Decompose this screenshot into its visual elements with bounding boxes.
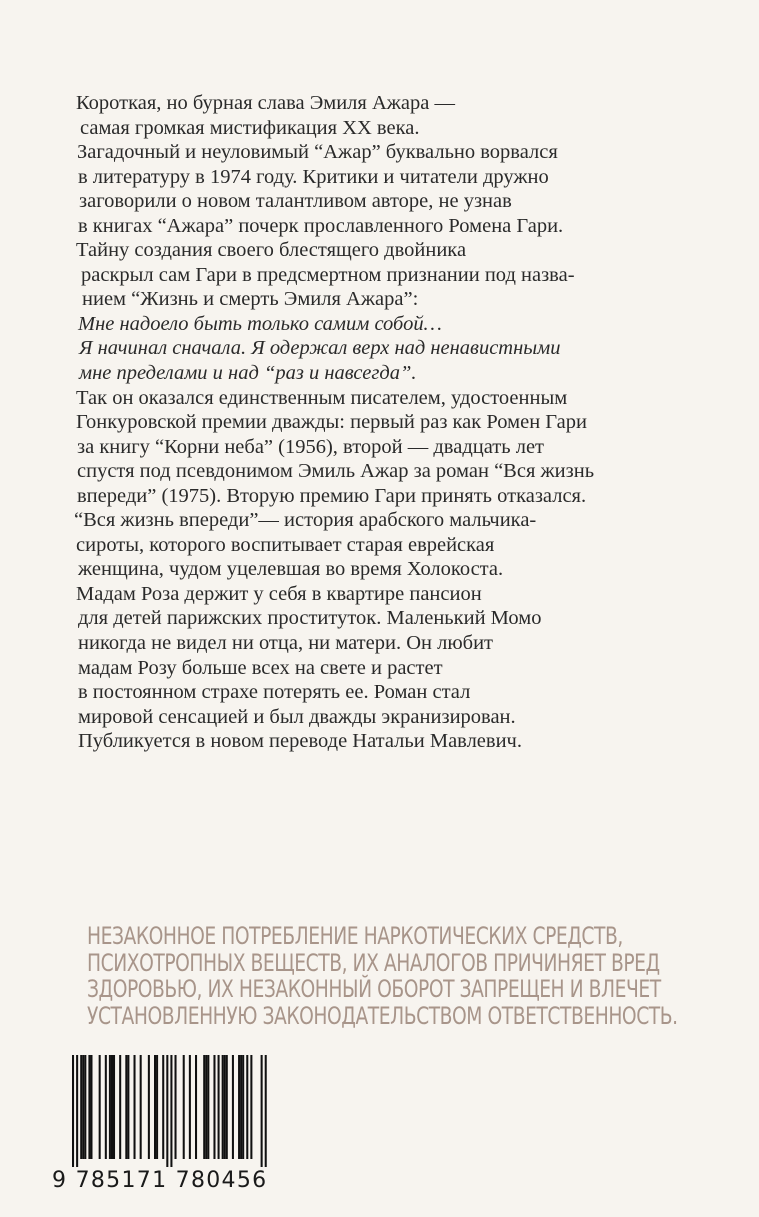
barcode-bar [238, 1055, 240, 1159]
barcode-bar [125, 1055, 127, 1159]
blurb-line: Загадочный и неуловимый “Ажар” буквально ворвался [77, 141, 558, 164]
barcode-bar [84, 1055, 86, 1159]
barcode-bar [203, 1055, 205, 1159]
blurb-line: в книгах “Ажара” почерк прославленного Ромена Гари. [78, 214, 564, 237]
blurb-line: Тайну создания своего блестящего двойника [76, 239, 467, 262]
blurb-line: самая громкая мистификация XX века. [80, 116, 420, 139]
blurb-line: никогда не видел ни отца, ни матери. Он любит [78, 632, 494, 655]
barcode-bar [232, 1055, 234, 1159]
warning-line: НЕЗАКОННОЕ ПОТРЕБЛЕНИЕ НАРКОТИЧЕСКИХ СРЕДСТВ, [87, 922, 623, 950]
blurb-quote-line: мне пределами и над “раз и навсегда”. [79, 362, 417, 385]
barcode-bar [140, 1055, 142, 1159]
barcode-bar [222, 1055, 224, 1159]
blurb-quote-line: Мне надоело быть только самим собой… [78, 312, 442, 335]
blurb-line: за книгу “Корни неба” (1956), второй — двадцать лет [77, 435, 545, 458]
barcode-bar [134, 1055, 136, 1159]
barcode-bar [105, 1055, 107, 1159]
barcode-bar [82, 1055, 84, 1159]
isbn-number: 9 785171 780456 [52, 1168, 268, 1193]
blurb-line: Короткая, но бурная слава Эмиля Ажара — [76, 92, 455, 114]
blurb-line: Мадам Роза держит у себя в квартире пансион [76, 582, 482, 605]
barcode-bar [183, 1055, 185, 1159]
barcode-bar [156, 1055, 158, 1159]
blurb-line: Гонкуровской премии дважды: первый раз как Ромен Гари [76, 411, 587, 434]
barcode-bar [76, 1055, 78, 1167]
blurb-line: раскрыл сам Гари в предсмертном признании под назва- [81, 263, 575, 286]
barcode-bar [109, 1055, 111, 1159]
blurb-line: женщина, чудом уцелевшая во время Холокоста. [78, 558, 504, 581]
barcode-bar [88, 1055, 90, 1159]
blurb-line: заговорили о новом талантливом авторе, не узнав [79, 190, 512, 213]
barcode-bar [111, 1055, 113, 1159]
barcode-bar [246, 1055, 248, 1159]
blurb-quote-line: Я начинал сначала. Я одержал верх над ненавистными [79, 337, 561, 360]
barcode-bar [250, 1055, 252, 1159]
blurb-line: нием “Жизнь и смерть Эмиля Ажара”: [82, 288, 419, 311]
blurb-line: в постоянном страхе потерять ее. Роман стал [78, 681, 471, 704]
warning-line: ПСИХОТРОПНЫХ ВЕЩЕСТВ, ИХ АНАЛОГОВ ПРИЧИНЯЕТ ВРЕД [87, 948, 660, 977]
barcode-bar [218, 1055, 220, 1159]
barcode-bar [265, 1055, 267, 1167]
barcode-bar [154, 1055, 156, 1159]
blurb-line: мировой сенсацией и был дважды экранизирован. [78, 705, 516, 728]
blurb-line: Публикуется в новом переводе Натальи Мавлевич. [78, 730, 522, 753]
barcode-bar [119, 1055, 121, 1159]
blurb-line: впереди” (1975). Вторую премию Гари принять отказался. [77, 484, 587, 507]
warning-line: УСТАНОВЛЕННУЮ ЗАКОНОДАТЕЛЬСТВОМ ОТВЕТСТВЕННОСТЬ. [87, 1001, 678, 1030]
barcode-bar [213, 1055, 215, 1159]
barcode-bar [189, 1055, 191, 1159]
barcode-bar [72, 1055, 74, 1167]
barcode-bars [60, 1055, 270, 1167]
blurb-line: спустя под псевдонимом Эмиль Ажар за роман “Вся жизнь [77, 460, 595, 483]
barcode-bar [261, 1055, 263, 1167]
barcode-bar [99, 1055, 101, 1159]
blurb-line: мадам Розу больше всех на свете и растет [78, 656, 443, 679]
blurb-line: “Вся жизнь впереди”— история арабского мальчика- [74, 509, 537, 532]
barcode-bar [170, 1055, 172, 1167]
barcode-bar [162, 1055, 164, 1159]
barcode-bar [113, 1055, 115, 1159]
barcode-bar [242, 1055, 244, 1159]
blurb-line: для детей парижских проституток. Маленький Момо [78, 607, 542, 630]
blurb-text [0, 91, 700, 754]
barcode-bar [90, 1055, 92, 1159]
health-warning [87, 923, 678, 1029]
barcode-bar [195, 1055, 197, 1159]
warning-line: ЗДОРОВЬЮ, ИХ НЕЗАКОННЫЙ ОБОРОТ ЗАПРЕЩЕН И ВЛЕЧЕТ [87, 975, 661, 1003]
barcode-bar [166, 1055, 168, 1167]
barcode-bar [240, 1055, 242, 1159]
barcode-bar [127, 1055, 129, 1159]
barcode-bar [207, 1055, 209, 1159]
blurb-line: в литературу в 1974 году. Критики и читатели дружно [78, 165, 549, 188]
barcode-bar [205, 1055, 207, 1159]
barcode-bar [80, 1055, 82, 1159]
barcode-bar [226, 1055, 228, 1159]
blurb-line: Так он оказался единственным писателем, удостоенным [76, 386, 568, 409]
barcode-bar [175, 1055, 177, 1159]
blurb-line: сироты, которого воспитывает старая еврейская [76, 533, 495, 556]
barcode-bar [224, 1055, 226, 1159]
barcode-bar [148, 1055, 150, 1159]
